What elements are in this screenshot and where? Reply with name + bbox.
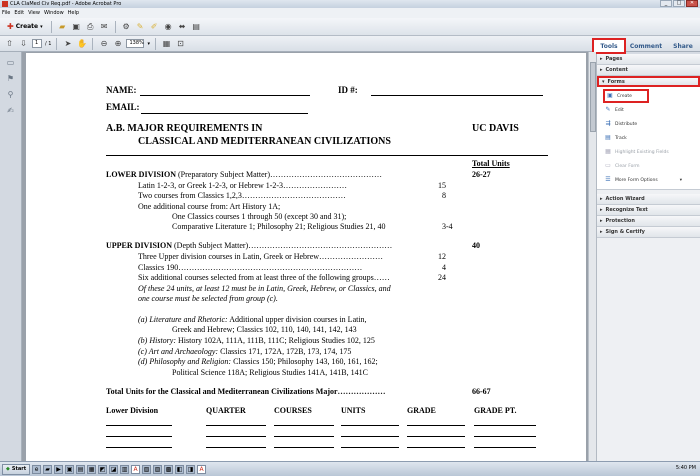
- taskbar-app-icon[interactable]: ◧: [176, 465, 183, 473]
- open-folder-icon[interactable]: ▰: [59, 22, 66, 31]
- table-line: [474, 436, 536, 437]
- panel-content[interactable]: ▸ Content: [597, 65, 700, 76]
- forms-track[interactable]: ▤ Track: [605, 134, 627, 141]
- table-line: [407, 447, 465, 448]
- col-quarter: QUARTER: [206, 406, 246, 415]
- upper-note-1: Of these 24 units, at least 12 must be in Latin, Greek, Hebrew, or Classics, and: [138, 284, 391, 293]
- windows-logo-icon: ◆: [6, 466, 10, 472]
- upper-division-total: 40: [472, 241, 480, 250]
- table-line: [274, 436, 334, 437]
- table-line: [106, 436, 172, 437]
- col-lower-division: Lower Division: [106, 406, 159, 415]
- table-line: [106, 425, 172, 426]
- total-units-value: 66-67: [472, 387, 491, 396]
- upper-req-3-units: 24: [438, 273, 446, 282]
- upper-req-1: Three Upper division courses in Latin, Greek or Hebrew……………………: [138, 252, 384, 261]
- taskbar-media-icon[interactable]: ▶: [54, 465, 63, 474]
- name-label: NAME:: [106, 85, 137, 95]
- table-line: [474, 425, 536, 426]
- close-button[interactable]: ✕: [686, 0, 698, 7]
- prev-page-icon[interactable]: ⇧: [6, 39, 13, 48]
- track-icon: ▤: [605, 134, 611, 141]
- hand-tool-icon[interactable]: ✋: [76, 39, 87, 48]
- school-name: UC DAVIS: [472, 123, 519, 134]
- id-field-line: [371, 95, 543, 96]
- title-bar: [0, 0, 700, 8]
- signatures-icon[interactable]: ✍: [7, 106, 14, 115]
- main-toolbar: [0, 18, 700, 36]
- next-page-icon[interactable]: ⇩: [20, 39, 27, 48]
- name-field-line: [140, 95, 310, 96]
- zoom-level-input[interactable]: 138%: [126, 39, 144, 48]
- taskbar-app-icon[interactable]: ▩: [165, 465, 172, 473]
- create-label: Create: [15, 23, 39, 30]
- group-c: (c) Art and Archaeology: Classics 171, 172A, 172B, 173, 174, 175: [138, 347, 352, 356]
- more-options-icon: ☰: [605, 176, 611, 183]
- chevron-right-icon: ▸: [600, 207, 603, 213]
- comment-icon[interactable]: ✎: [136, 22, 144, 31]
- left-navigation-pane: [0, 52, 22, 461]
- col-units: UNITS: [341, 406, 366, 415]
- table-line: [474, 447, 536, 448]
- lower-req-5: Comparative Literature 1; Philosophy 21; Religious Studies 21, 40: [172, 222, 386, 231]
- fit-page-icon[interactable]: ▦: [162, 39, 171, 48]
- divider-line: [106, 155, 548, 156]
- menu-file[interactable]: File: [2, 10, 11, 16]
- windows-taskbar: [0, 461, 700, 476]
- highlight-icon[interactable]: ✐: [150, 22, 158, 31]
- taskbar-app-icon[interactable]: ▤: [77, 465, 84, 473]
- page-thumbnails-icon[interactable]: ▭: [6, 58, 15, 67]
- lower-req-2: Two courses from Classics 1,2,3…………………………………: [138, 191, 346, 200]
- email-field-line: [141, 113, 308, 114]
- save-icon[interactable]: ▣: [72, 22, 80, 31]
- group-d: (d) Philosophy and Religion: Classics 150; Philosophy 143, 160, 161, 162;: [138, 357, 378, 366]
- group-d-cont: Political Science 118A; Religious Studies 141A, 141B, 141C: [172, 368, 368, 377]
- total-units-header: Total Units: [472, 159, 510, 168]
- forms-create[interactable]: ▣ Create: [603, 89, 649, 103]
- col-courses: COURSES: [274, 406, 312, 415]
- distribute-icon: ⇶: [605, 120, 611, 127]
- forms-more-options[interactable]: ☰ More Form Options ▾: [605, 176, 682, 183]
- panel-protection[interactable]: ▸ Protection: [597, 216, 700, 227]
- upper-note-2: one course must be selected from group (c).: [138, 294, 278, 303]
- toolbar-separator: [56, 38, 57, 50]
- chevron-down-icon: ▾: [40, 23, 43, 30]
- upper-division-heading: UPPER DIVISION (Depth Subject Matter)………………………………………………: [106, 241, 393, 250]
- forms-edit[interactable]: ✎ Edit: [605, 106, 624, 113]
- menu-view[interactable]: View: [28, 10, 40, 16]
- create-button[interactable]: [4, 21, 46, 33]
- window-title: CLA ClaMed Civ Req.pdf - Adobe Acrobat Pro: [10, 1, 122, 7]
- chevron-right-icon: ▸: [600, 218, 603, 224]
- chevron-right-icon: ▸: [600, 67, 603, 73]
- taskbar-app-icon[interactable]: ▥: [121, 465, 128, 473]
- table-line: [341, 447, 399, 448]
- review-icon[interactable]: ▤: [192, 22, 200, 31]
- lower-req-1-units: 15: [438, 181, 446, 190]
- taskbar-app-icon[interactable]: ▣: [66, 465, 73, 473]
- start-button[interactable]: ◆ Start: [2, 464, 30, 475]
- table-line: [206, 425, 266, 426]
- acrobat-app-icon: [2, 1, 8, 7]
- menu-help[interactable]: Help: [67, 10, 80, 16]
- group-a-cont: Greek and Hebrew; Classics 102, 110, 140, 141, 142, 143: [172, 325, 357, 334]
- zoom-in-icon[interactable]: ⊕: [114, 39, 122, 48]
- col-grade-pt: GRADE PT.: [474, 406, 517, 415]
- bookmarks-icon[interactable]: ⚑: [6, 74, 15, 83]
- upper-req-1-units: 12: [438, 252, 446, 261]
- chevron-right-icon: ▸: [600, 196, 603, 202]
- toolbar-separator: [51, 21, 52, 33]
- tab-share[interactable]: Share: [673, 42, 693, 50]
- taskbar-folder-icon[interactable]: ▰: [43, 465, 52, 474]
- menu-bar: [0, 8, 700, 18]
- taskbar-acrobat-icon[interactable]: A: [131, 465, 140, 474]
- table-line: [407, 425, 465, 426]
- table-line: [341, 436, 399, 437]
- forms-distribute[interactable]: ⇶ Distribute: [605, 120, 638, 127]
- page-total: / 1: [45, 40, 52, 47]
- panel-recognize-text[interactable]: ▸ Recognize Text: [597, 205, 700, 216]
- upper-req-3: Six additional courses selected from at least three of the following groups……: [138, 273, 390, 282]
- create-icon: ✚: [7, 22, 14, 31]
- col-grade: GRADE: [407, 406, 436, 415]
- page-number-input[interactable]: 1: [32, 39, 42, 48]
- create-form-icon: ▣: [607, 92, 613, 99]
- menu-edit[interactable]: Edit: [14, 10, 25, 16]
- zoom-out-icon[interactable]: ⊖: [100, 39, 108, 48]
- taskbar-app-icon[interactable]: ◩: [99, 465, 106, 473]
- lower-req-4: One Classics courses 1 through 50 (except 30 and 31);: [172, 212, 347, 221]
- taskbar-app-icon[interactable]: ▦: [88, 465, 95, 473]
- tools-pane: [596, 54, 700, 461]
- id-label: ID #:: [338, 85, 358, 95]
- stamp-icon[interactable]: ◉: [164, 22, 172, 31]
- table-line: [341, 425, 399, 426]
- taskbar-app-icon[interactable]: ◪: [110, 465, 117, 473]
- highlight-fields-icon: ▦: [605, 148, 611, 155]
- table-line: [274, 425, 334, 426]
- heading-major: A.B. MAJOR REQUIREMENTS IN: [106, 123, 263, 134]
- select-cursor-icon[interactable]: ➤: [64, 39, 72, 48]
- tab-tools[interactable]: Tools: [592, 38, 626, 54]
- upper-req-2-units: 4: [442, 263, 446, 272]
- edit-form-icon: ✎: [605, 106, 611, 113]
- lower-req-1: Latin 1-2-3, or Greek 1-2-3, or Hebrew 1-2-3……………………: [138, 181, 348, 190]
- taskbar-app-icon[interactable]: ▨: [154, 465, 161, 473]
- right-pane-tabs: [590, 36, 700, 54]
- chevron-down-icon: ▾: [679, 177, 682, 183]
- upper-req-2: Classics 190……………………………………………………………: [138, 263, 363, 272]
- panel-pages[interactable]: ▸ Pages: [597, 54, 700, 65]
- email-label: EMAIL:: [106, 102, 140, 112]
- group-b: (b) History: History 102A, 111A, 111B, 111C; Religious Studies 102, 125: [138, 336, 375, 345]
- email-icon[interactable]: ✉: [100, 22, 108, 31]
- taskbar-ie-icon[interactable]: e: [32, 465, 41, 474]
- lower-division-total: 26-27: [472, 170, 491, 179]
- share-icon[interactable]: ⬌: [178, 22, 186, 31]
- maximize-button[interactable]: □: [673, 0, 685, 7]
- lower-req-3: One additional course from: Art History 1A;: [138, 202, 281, 211]
- chevron-down-icon: ▾: [602, 78, 605, 85]
- zoom-dropdown-icon[interactable]: ▾: [147, 40, 150, 47]
- heading-program: CLASSICAL AND MEDITERRANEAN CIVILIZATIONS: [138, 136, 391, 147]
- table-line: [407, 436, 465, 437]
- forms-clear-form: ▭ Clear Form: [605, 162, 640, 169]
- taskbar-acrobat-icon[interactable]: A: [197, 465, 206, 474]
- forms-highlight-fields: ▦ Highlight Existing Fields: [605, 148, 669, 155]
- chevron-right-icon: ▸: [600, 56, 603, 62]
- menu-window[interactable]: Window: [43, 10, 64, 16]
- toolbar-separator: [115, 21, 116, 33]
- system-clock: 5:40 PM: [675, 465, 696, 471]
- print-icon[interactable]: ⎙: [86, 21, 94, 31]
- taskbar-app-icon[interactable]: ▧: [143, 465, 150, 473]
- panel-action-wizard[interactable]: ▸ Action Wizard: [597, 194, 700, 205]
- toolbar-separator: [155, 38, 156, 50]
- minimize-button[interactable]: _: [660, 0, 672, 7]
- forms-panel-body: [597, 87, 700, 190]
- attachments-icon[interactable]: ⚲: [7, 90, 14, 99]
- clear-form-icon: ▭: [605, 162, 611, 169]
- total-units-line: Total Units for the Classical and Mediterranean Civilizations Major………………: [106, 387, 386, 396]
- pdf-page: [26, 53, 586, 461]
- panel-forms[interactable]: ▾ Forms: [597, 76, 700, 87]
- taskbar-app-icon[interactable]: ◨: [187, 465, 194, 473]
- table-line: [206, 447, 266, 448]
- settings-icon[interactable]: ⚙: [122, 22, 130, 31]
- table-line: [206, 436, 266, 437]
- tab-comment[interactable]: Comment: [629, 42, 663, 50]
- chevron-right-icon: ▸: [600, 229, 603, 235]
- lower-req-5-units: 3-4: [442, 222, 453, 231]
- group-a: (a) Literature and Rhetoric: Additional upper division courses in Latin,: [138, 315, 367, 324]
- fit-width-icon[interactable]: ⊡: [177, 39, 184, 48]
- lower-division-heading: LOWER DIVISION (Preparatory Subject Matter)……………………………………: [106, 170, 382, 179]
- table-line: [106, 447, 172, 448]
- vertical-scrollbar[interactable]: [588, 52, 596, 461]
- lower-req-2-units: 8: [442, 191, 446, 200]
- table-line: [274, 447, 334, 448]
- panel-sign-certify[interactable]: ▸ Sign & Certify: [597, 227, 700, 238]
- toolbar-separator: [92, 38, 93, 50]
